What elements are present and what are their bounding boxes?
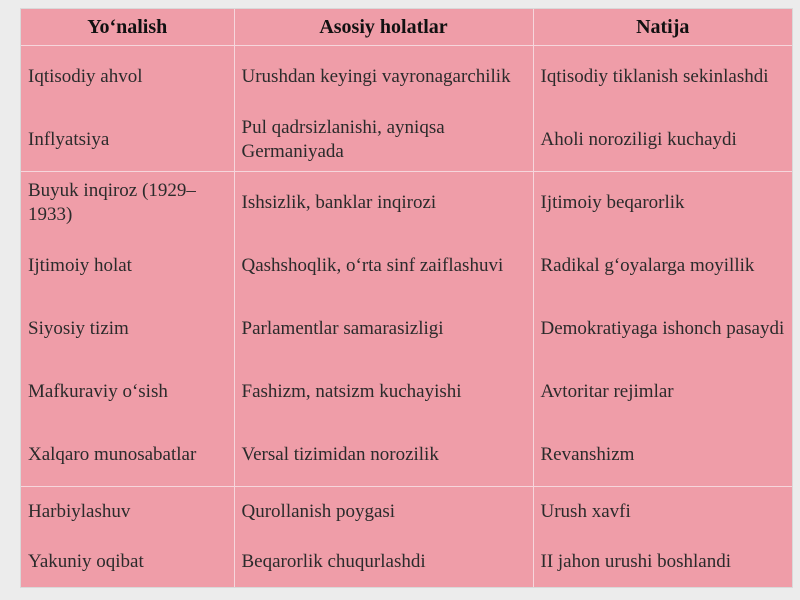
cell-main-conditions: Beqarorlik chuqurlashdi <box>234 537 533 587</box>
table-row <box>21 361 792 424</box>
table-row <box>21 46 792 109</box>
cell-direction: Harbiylashuv <box>21 487 234 537</box>
header-result: Natija <box>533 9 792 46</box>
cell-direction: Xalqaro munosabatlar <box>21 424 234 487</box>
cell-main-conditions: Ishsizlik, banklar inqirozi <box>234 172 533 235</box>
table-row <box>21 172 792 235</box>
cell-main-conditions: Pul qadrsizlanishi, ayniqsa Germaniyada <box>234 109 533 172</box>
cell-direction: Yakuniy oqibat <box>21 537 234 587</box>
table-row <box>21 298 792 361</box>
cell-direction: Siyosiy tizim <box>21 298 234 361</box>
cell-direction: Mafkuraviy o‘sish <box>21 361 234 424</box>
cell-result: II jahon urushi boshlandi <box>540 550 732 572</box>
cell-direction: Iqtisodiy ahvol <box>21 46 234 109</box>
cell-result: Radikal g‘oyalarga moyillik <box>540 255 755 276</box>
cell-result: Ijtimoiy beqarorlik <box>540 192 685 214</box>
cell-direction: Ijtimoiy holat <box>21 235 234 298</box>
table-header <box>21 9 792 46</box>
header-direction: Yo‘nalish <box>21 9 234 46</box>
cell-result: Revanshizm <box>533 424 792 487</box>
comparison-table <box>21 9 792 587</box>
cell-main-conditions: Fashizm, natsizm kuchayishi <box>234 361 533 424</box>
cell-direction: Inflyatsiya <box>21 109 234 172</box>
cell-result: Urush xavfi <box>540 500 631 522</box>
table-row <box>21 537 792 587</box>
header-main-conditions: Asosiy holatlar <box>234 9 533 46</box>
table-row <box>21 487 792 537</box>
cell-main-conditions: Urushdan keyingi vayronagarchilik <box>234 46 533 109</box>
header-row <box>21 9 792 46</box>
cell-main-conditions: Qashshoqlik, o‘rta sinf zaiflashuvi <box>234 235 533 298</box>
cell-result: Avtoritar rejimlar <box>540 381 674 402</box>
cell-main-conditions: Versal tizimidan norozilik <box>234 424 533 487</box>
table-row <box>21 235 792 298</box>
cell-result: Iqtisodiy tiklanish sekinlashdi <box>540 66 769 88</box>
table-row <box>21 424 792 487</box>
table-body <box>21 46 792 587</box>
cell-result: Aholi noroziligi kuchaydi <box>533 109 792 172</box>
cell-main-conditions: Qurollanish poygasi <box>234 487 533 537</box>
table-row <box>21 109 792 172</box>
cell-main-conditions: Parlamentlar samarasizligi <box>234 298 533 361</box>
cell-result: Demokratiyaga ishonch pasaydi <box>540 318 785 339</box>
cell-direction: Buyuk inqiroz (1929–1933) <box>21 172 234 235</box>
